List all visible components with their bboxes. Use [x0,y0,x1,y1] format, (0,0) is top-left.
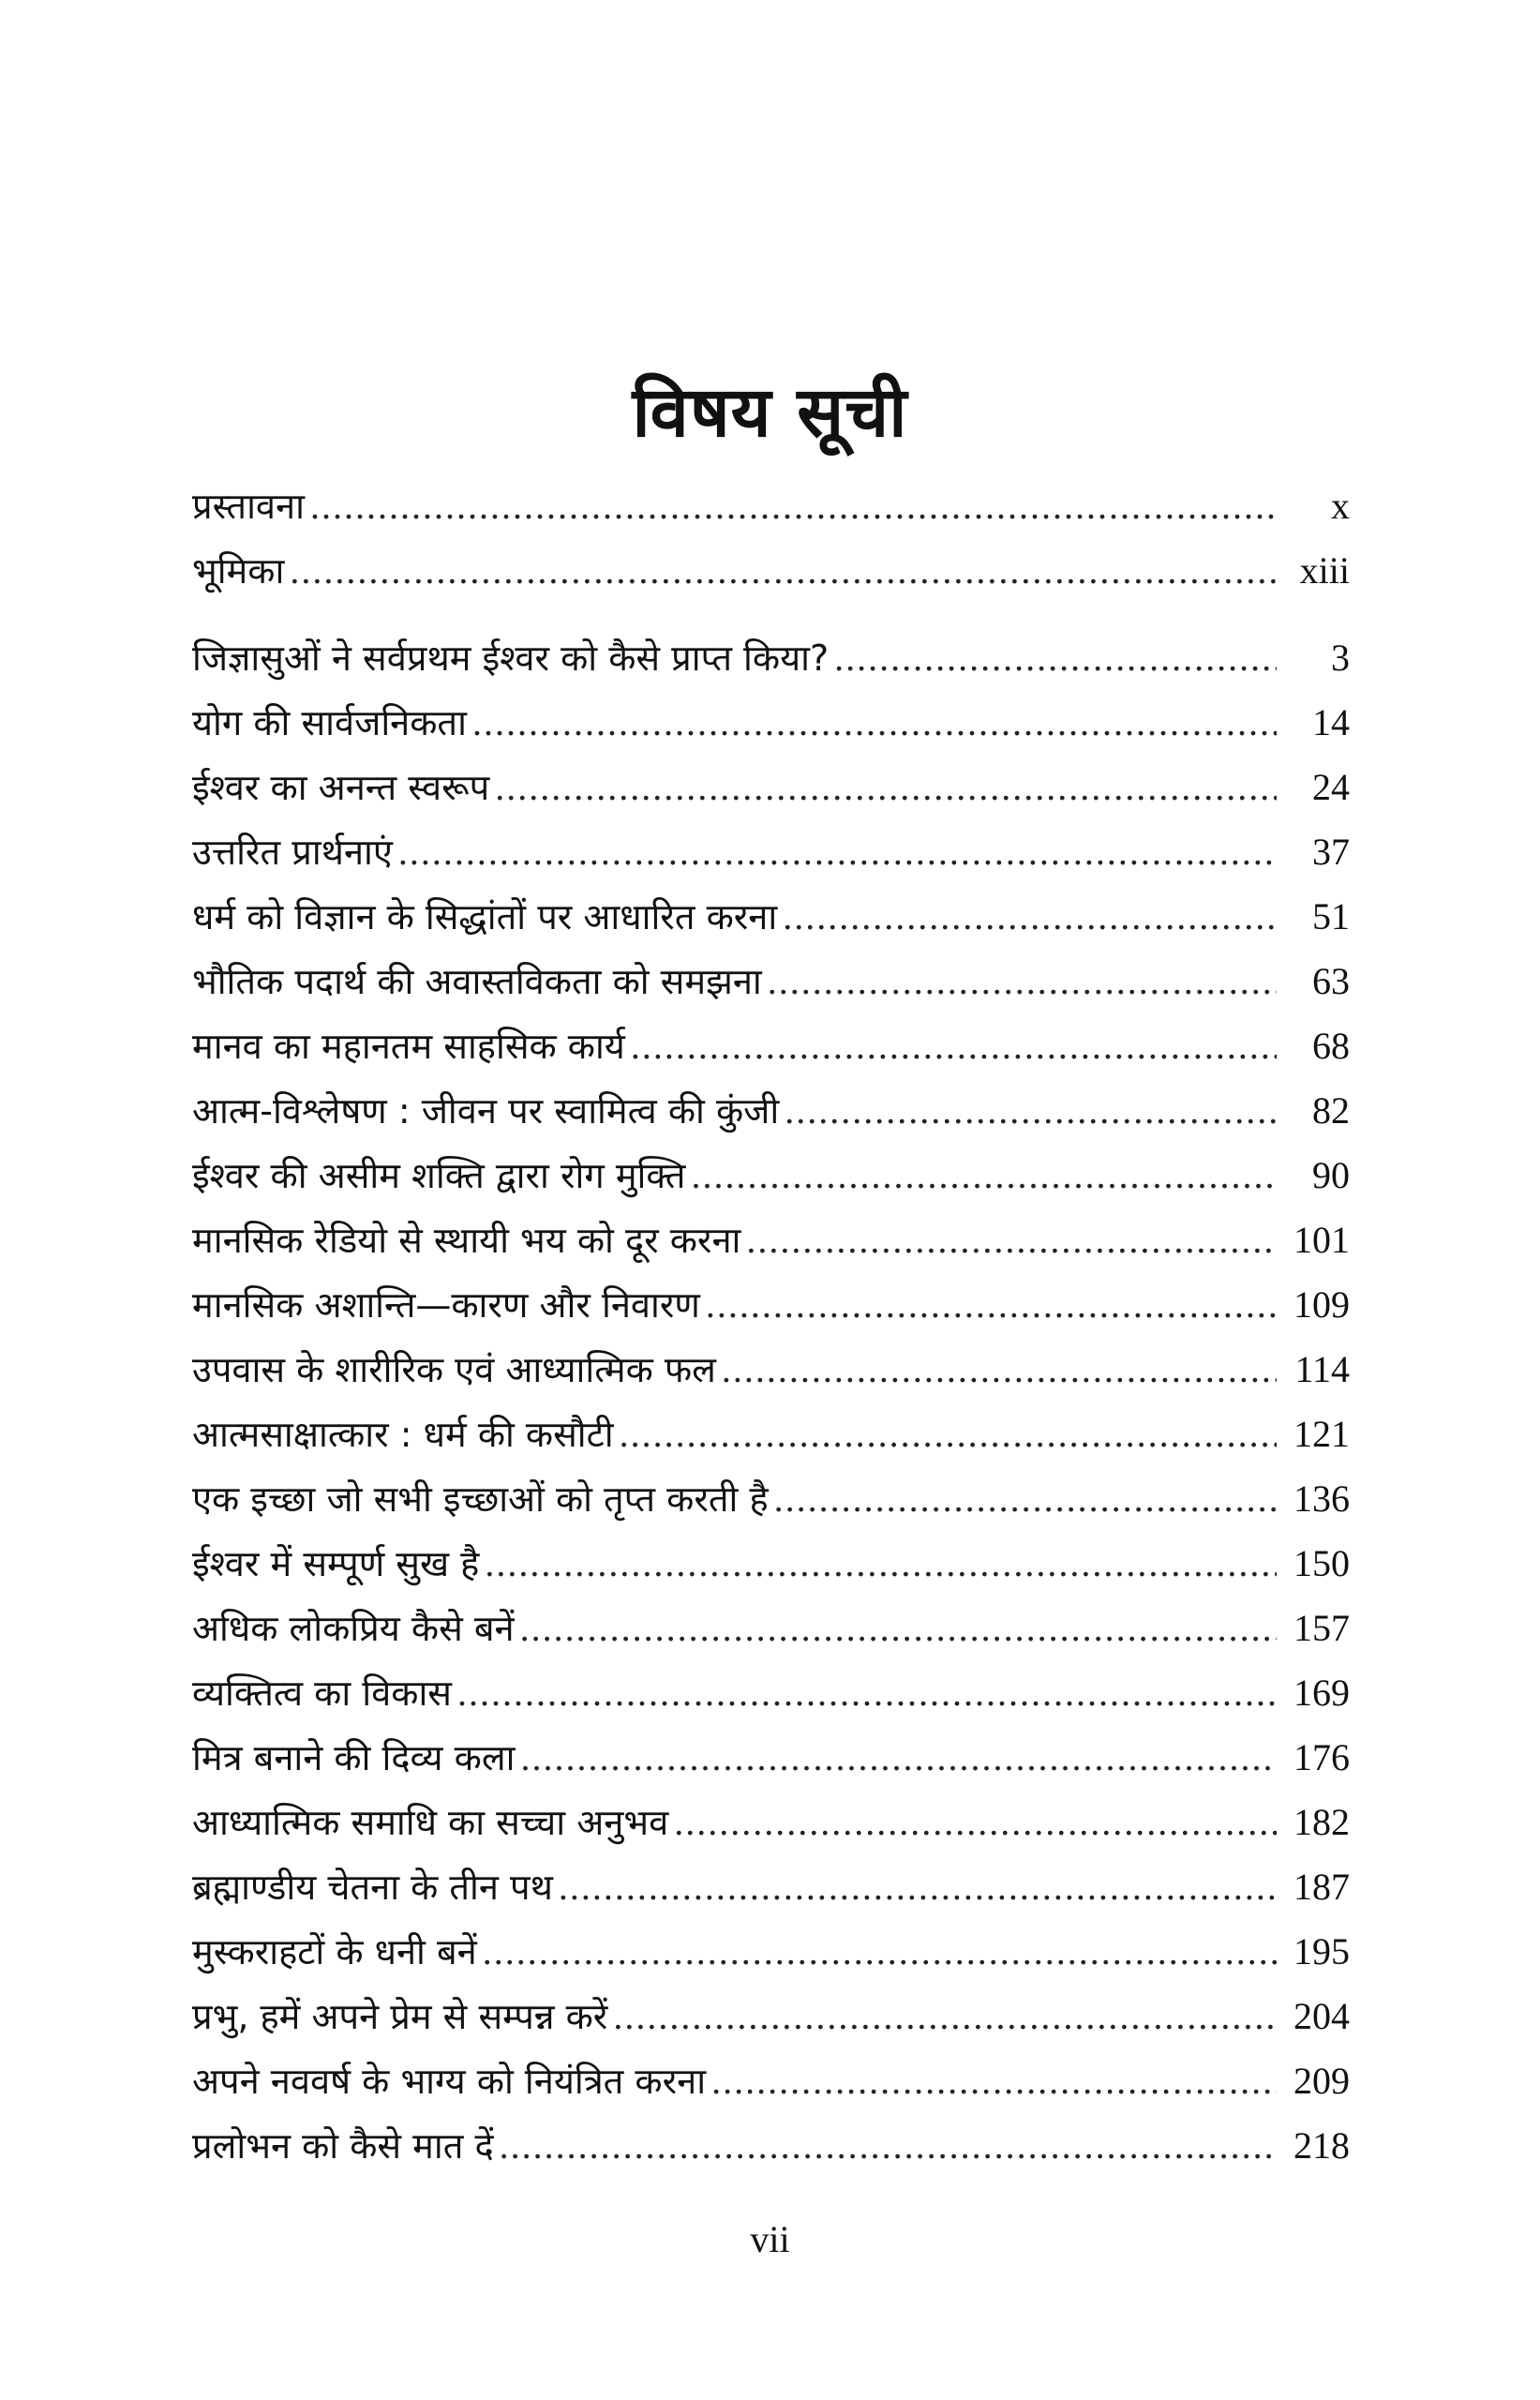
toc-leader-dots [711,2048,1277,2113]
toc-row-chapter-9 [192,1143,1350,1208]
toc-page-number: 218 [1293,2124,1350,2167]
toc-row-chapter-12 [192,1337,1350,1402]
toc-entry-title: उत्तरित प्रार्थनाएं [192,832,393,873]
toc-page-number: 157 [1293,1607,1350,1649]
toc-leader-dots [559,1854,1277,1919]
toc-leader-dots [834,625,1277,690]
toc-leader-dots [457,1660,1277,1725]
toc-leader-dots [783,884,1277,949]
toc-entry-title: प्रस्तावना [192,486,305,527]
toc-leader-dots [620,1402,1277,1466]
toc-row-chapter-16 [192,1596,1350,1660]
toc-leader-dots [520,1596,1277,1660]
toc-row-front-1 [192,473,1350,538]
toc-row-chapter-21 [192,1919,1350,1984]
toc-page-number: 14 [1312,701,1350,743]
toc-entry-title: मुस्कराहटों के धनी बनें [192,1931,477,1972]
toc-entry-title: ईश्वर की असीम शक्ति द्वारा रोग मुक्ति [192,1155,686,1196]
toc-entry-title: ब्रह्माण्डीय चेतना के तीन पथ [192,1867,553,1908]
toc-entry-title: धर्म को विज्ञान के सिद्धांतों पर आधारित करना [192,896,778,938]
toc-row-chapter-3 [192,755,1350,819]
toc-row-chapter-6 [192,949,1350,1013]
toc-entry-title: प्रभु, हमें अपने प्रेम से सम्पन्न करें [192,1996,608,2037]
toc-entry-title: ईश्वर में सम्पूर्ण सुख है [192,1543,480,1584]
toc-row-chapter-19 [192,1790,1350,1854]
toc-leader-dots [631,1013,1277,1078]
toc-page-number: 24 [1312,766,1350,808]
table-of-contents [192,473,1350,2178]
toc-leader-dots [722,1337,1277,1402]
toc-leader-dots [500,2113,1277,2178]
toc-page-number: x [1331,485,1350,527]
toc-entry-title: मानसिक अशान्ति—कारण और निवारण [192,1284,700,1326]
toc-page-number: xiii [1299,549,1350,592]
toc-page-number: 176 [1293,1736,1350,1778]
toc-page-number: 187 [1293,1866,1350,1908]
toc-leader-dots [485,1531,1277,1596]
toc-leader-dots [398,819,1277,884]
toc-row-chapter-18 [192,1725,1350,1790]
toc-leader-dots [785,1078,1277,1143]
toc-leader-dots [472,690,1277,755]
toc-leader-dots [706,1272,1277,1337]
toc-row-chapter-8 [192,1078,1350,1143]
toc-leader-dots [674,1790,1277,1854]
toc-entry-title: अधिक लोकप्रिय कैसे बनें [192,1608,515,1649]
toc-leader-dots [495,755,1277,819]
toc-page-number: 182 [1293,1801,1350,1843]
toc-page-number: 68 [1312,1025,1350,1067]
toc-row-chapter-7 [192,1013,1350,1078]
toc-page-number: 204 [1293,1995,1350,2037]
toc-page-number: 169 [1293,1672,1350,1714]
toc-page-number: 195 [1293,1930,1350,1972]
toc-page-number: 121 [1293,1413,1350,1455]
toc-page-number: 209 [1293,2060,1350,2102]
toc-entry-title: उपवास के शारीरिक एवं आध्यात्मिक फल [192,1349,716,1390]
toc-entry-title: एक इच्छा जो सभी इच्छाओं को तृप्त करती है [192,1478,769,1520]
toc-entry-title: व्यक्तित्व का विकास [192,1672,452,1714]
toc-entry-title: योग की सार्वजनिकता [192,702,467,743]
toc-page-number: 82 [1312,1089,1350,1132]
toc-row-chapter-11 [192,1272,1350,1337]
toc-row-chapter-4 [192,819,1350,884]
toc-leader-dots [691,1143,1277,1208]
toc-page-number: 37 [1312,831,1350,873]
toc-leader-dots [483,1919,1277,1984]
toc-entry-title: भूमिका [192,550,285,592]
toc-entry-title: भौतिक पदार्थ की अवास्तविकता को समझना [192,961,762,1002]
toc-leader-dots [746,1208,1277,1272]
toc-leader-dots [520,1725,1277,1790]
toc-row-chapter-10 [192,1208,1350,1272]
toc-page-number: 3 [1331,637,1350,679]
toc-page-number: 114 [1294,1348,1350,1390]
toc-row-chapter-17 [192,1660,1350,1725]
toc-page-number: 51 [1312,895,1350,938]
toc-row-chapter-1 [192,625,1350,690]
toc-entry-title: मानव का महानतम साहसिक कार्य [192,1026,625,1067]
toc-leader-dots [768,949,1277,1013]
toc-row-chapter-24 [192,2113,1350,2178]
toc-row-chapter-23 [192,2048,1350,2113]
toc-entry-title: मित्र बनाने की दिव्य कला [192,1737,516,1778]
toc-entry-title: मानसिक रेडियो से स्थायी भय को दूर करना [192,1220,741,1261]
toc-entry-title: आध्यात्मिक समाधि का सच्चा अनुभव [192,1802,669,1843]
toc-entry-title: आत्मसाक्षात्कार : धर्म की कसौटी [192,1414,614,1455]
toc-leader-dots [310,473,1277,538]
toc-row-chapter-2 [192,690,1350,755]
toc-row-front-2 [192,538,1350,603]
toc-leader-dots [613,1984,1277,2048]
toc-row-chapter-14 [192,1466,1350,1531]
page-title: विषय सूची [632,372,908,453]
toc-entry-title: जिज्ञासुओं ने सर्वप्रथम ईश्वर को कैसे प्राप्त किया? [192,638,830,679]
toc-page-number: 90 [1312,1154,1350,1196]
toc-leader-dots [290,538,1277,603]
toc-page-number: 150 [1293,1542,1350,1584]
toc-entry-title: अपने नववर्ष के भाग्य को नियंत्रित करना [192,2061,707,2102]
toc-row-chapter-13 [192,1402,1350,1466]
toc-row-chapter-20 [192,1854,1350,1919]
toc-page-number: 109 [1293,1283,1350,1326]
toc-row-chapter-5 [192,884,1350,949]
page-folio: vii [750,2218,790,2260]
toc-row-chapter-15 [192,1531,1350,1596]
toc-entry-title: प्रलोभन को कैसे मात दें [192,2125,494,2167]
toc-page-number: 101 [1293,1219,1350,1261]
toc-entry-title: ईश्वर का अनन्त स्वरूप [192,767,490,808]
toc-leader-dots [774,1466,1277,1531]
toc-entry-title: आत्म-विश्लेषण : जीवन पर स्वामित्व की कुंजी [192,1090,780,1132]
toc-page-number: 136 [1293,1478,1350,1520]
toc-row-chapter-22 [192,1984,1350,2048]
toc-page-number: 63 [1312,960,1350,1002]
